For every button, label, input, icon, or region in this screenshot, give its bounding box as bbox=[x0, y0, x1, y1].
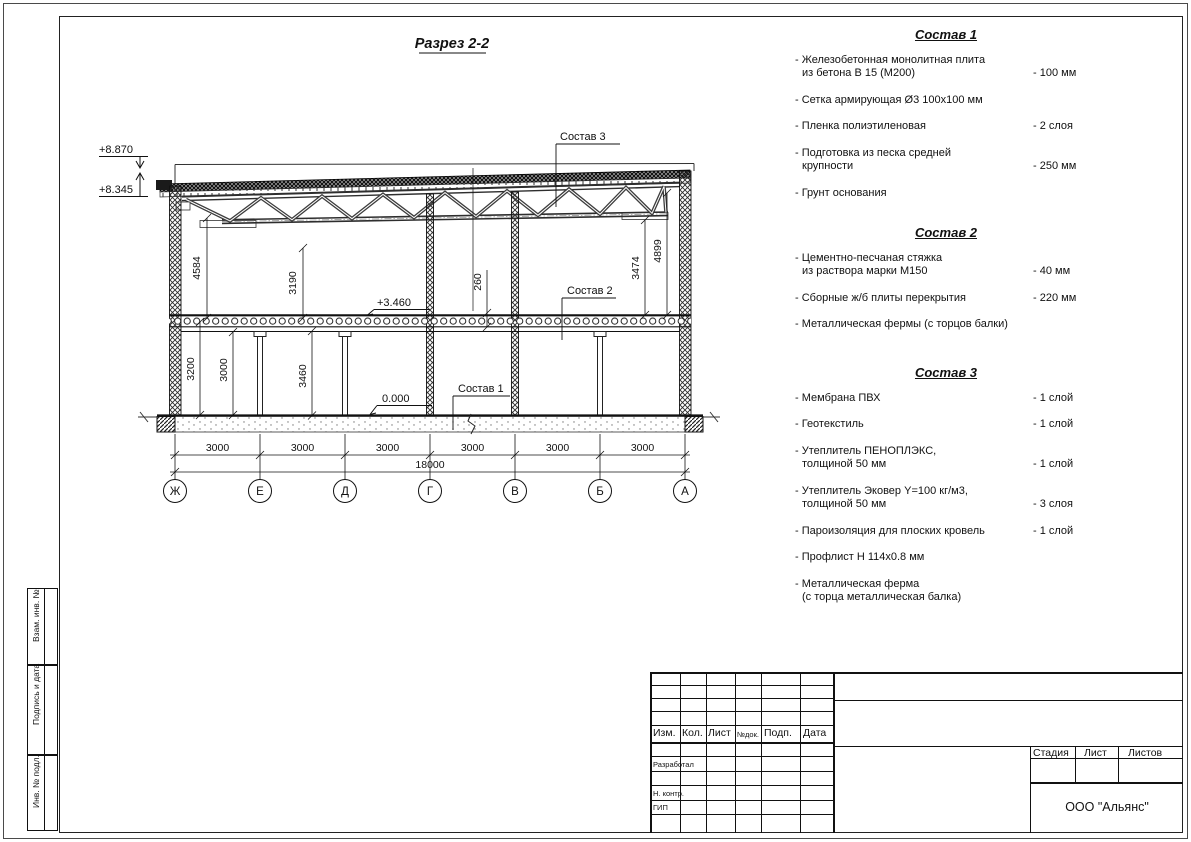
composition-title: Состав 2 bbox=[914, 225, 978, 240]
item-name2: (с торца металлическая балка) bbox=[802, 591, 962, 603]
label-sostav1: Состав 1 bbox=[458, 383, 504, 395]
item-value: - 3 слоя bbox=[1033, 498, 1074, 510]
item-name2: толщиной 50 мм bbox=[802, 458, 887, 470]
composition-item bbox=[795, 292, 1097, 306]
composition-title: Состав 1 bbox=[914, 27, 978, 42]
composition-item bbox=[795, 187, 1097, 201]
dim-bay-1: 3000 bbox=[205, 442, 230, 454]
column-v bbox=[512, 192, 519, 416]
wall-right bbox=[680, 171, 692, 416]
item-name: - Пароизоляция для плоских кровель bbox=[795, 524, 985, 537]
ground-slab bbox=[138, 412, 720, 434]
column-g bbox=[427, 194, 434, 416]
tb-row-gip: ГИП bbox=[653, 803, 668, 812]
axis-e: Е bbox=[256, 486, 264, 498]
item-name2: крупности bbox=[802, 160, 854, 172]
tb-col-kol: Кол. bbox=[682, 727, 703, 739]
tb-col-izm: Изм. bbox=[653, 727, 676, 739]
item-value: - 1 слой bbox=[1033, 524, 1074, 537]
tb-row-ncontr: Н. контр. bbox=[653, 789, 684, 798]
item-value: - 100 мм bbox=[1033, 67, 1077, 79]
stamp-divider bbox=[44, 756, 45, 830]
dim-bay-5: 3000 bbox=[545, 442, 570, 454]
bottom-dimensions bbox=[170, 434, 690, 481]
item-name: - Железобетонная монолитная плита bbox=[795, 53, 986, 66]
composition-item bbox=[795, 578, 1097, 605]
label-sostav2: Состав 2 bbox=[567, 285, 613, 297]
dim-bay-2: 3000 bbox=[290, 442, 315, 454]
stamp-divider bbox=[44, 666, 45, 754]
composition-item bbox=[795, 147, 1097, 174]
stamp-vzam-inv bbox=[27, 588, 58, 665]
tb-col-list: Лист bbox=[708, 727, 731, 739]
item-value: - 1 слой bbox=[1033, 391, 1074, 404]
item-name: - Утеплитель Эковер Y=100 кг/м3, bbox=[795, 484, 968, 497]
stamp-podpis-data bbox=[27, 665, 58, 755]
title-block bbox=[650, 672, 1183, 833]
elevation-0000: 0.000 bbox=[382, 393, 410, 405]
composition-list-2 bbox=[795, 226, 1097, 345]
section-title bbox=[415, 36, 489, 53]
label-sostav3: Состав 3 bbox=[560, 131, 606, 143]
composition-title: Состав 3 bbox=[914, 365, 978, 380]
composition-item bbox=[795, 551, 1097, 565]
roof bbox=[156, 170, 690, 197]
axis-bubbles bbox=[164, 480, 697, 503]
dim-3190: 3190 bbox=[287, 271, 299, 295]
tb-sheets: Листов bbox=[1128, 747, 1163, 759]
composition-item bbox=[795, 318, 1097, 332]
wall-left bbox=[170, 186, 182, 416]
composition-item bbox=[795, 252, 1097, 279]
composition-item bbox=[795, 94, 1097, 108]
elevation-8870: +8.870 bbox=[99, 144, 133, 156]
axis-d: Д bbox=[341, 486, 349, 498]
dim-4899: 4899 bbox=[652, 239, 664, 263]
tb-col-podp: Подп. bbox=[764, 727, 792, 739]
foundation-right bbox=[685, 417, 703, 433]
item-name: - Сетка армирующая Ø3 100х100 мм bbox=[795, 93, 983, 106]
dim-bay-4: 3000 bbox=[460, 442, 485, 454]
item-value: - 40 мм bbox=[1033, 265, 1071, 277]
item-name: - Подготовка из песка средней bbox=[795, 146, 951, 159]
dim-3474: 3474 bbox=[630, 256, 642, 280]
composition-item bbox=[795, 54, 1097, 81]
tb-sheet: Лист bbox=[1084, 747, 1107, 759]
section-title-text: Разрез 2-2 bbox=[414, 36, 490, 52]
item-name: - Пленка полиэтиленовая bbox=[795, 120, 926, 132]
dim-4584: 4584 bbox=[191, 256, 203, 280]
dim-3000v: 3000 bbox=[218, 358, 230, 382]
elevation-8345: +8.345 bbox=[99, 184, 133, 196]
stamp-divider bbox=[44, 589, 45, 664]
item-name2: из раствора марки М150 bbox=[802, 265, 928, 277]
item-name: - Цементно-песчаная стяжка bbox=[795, 251, 943, 264]
composition-item bbox=[795, 445, 1097, 472]
composition-list-3 bbox=[795, 366, 1097, 618]
composition-item bbox=[795, 392, 1097, 406]
item-value: - 250 мм bbox=[1033, 160, 1077, 172]
item-value: - 1 слой bbox=[1033, 458, 1074, 470]
item-value: - 2 слоя bbox=[1033, 120, 1074, 132]
stamp-label: Взам. инв. № bbox=[31, 588, 41, 642]
tb-stage: Стадия bbox=[1033, 747, 1069, 759]
composition-list-1 bbox=[795, 28, 1097, 213]
composition-item bbox=[795, 418, 1097, 432]
axis-b: Б bbox=[596, 486, 604, 498]
dim-3200: 3200 bbox=[185, 357, 197, 381]
dim-total-18000: 18000 bbox=[415, 459, 445, 471]
item-name2: толщиной 50 мм bbox=[802, 498, 887, 510]
dim-bay-3: 3000 bbox=[375, 442, 400, 454]
composition-item bbox=[795, 525, 1097, 539]
axis-v: В bbox=[511, 486, 519, 498]
item-name: - Металлическая фермы (с торцов балки) bbox=[795, 318, 1008, 330]
item-name: - Геотекстиль bbox=[795, 418, 864, 430]
elevation-3460: +3.460 bbox=[377, 297, 411, 309]
axis-zh: Ж bbox=[169, 486, 181, 498]
item-name: - Сборные ж/б плиты перекрытия bbox=[795, 291, 966, 304]
foundation-left bbox=[157, 417, 175, 433]
axis-g: Г bbox=[426, 486, 434, 498]
tb-col-data: Дата bbox=[803, 727, 827, 739]
stamp-inv-podl bbox=[27, 755, 58, 831]
composition-item bbox=[795, 485, 1097, 512]
axis-a: А bbox=[681, 486, 689, 498]
item-name: - Мембрана ПВХ bbox=[795, 391, 881, 404]
dim-3460: 3460 bbox=[297, 364, 309, 388]
stamp-label: Подпись и дата bbox=[31, 663, 41, 725]
item-name: - Профлист Н 114х0.8 мм bbox=[795, 551, 925, 563]
composition-item bbox=[795, 120, 1097, 134]
item-name: - Утеплитель ПЕНОПЛЭКС, bbox=[795, 444, 937, 457]
stamp-label: Инв. № подл. bbox=[31, 755, 41, 808]
item-name: - Грунт основания bbox=[795, 186, 887, 199]
dim-260: 260 bbox=[472, 273, 484, 291]
item-name: - Металлическая ферма bbox=[795, 577, 920, 590]
company-name: ООО "Альянс" bbox=[1065, 800, 1149, 814]
tb-col-ndok: №док. bbox=[737, 730, 759, 739]
item-value: - 220 мм bbox=[1033, 291, 1077, 304]
tb-row-developed: Разработал bbox=[653, 760, 694, 769]
dim-bay-6: 3000 bbox=[630, 442, 655, 454]
item-name2: из бетона В 15 (М200) bbox=[802, 67, 915, 79]
item-value: - 1 слой bbox=[1033, 418, 1074, 430]
